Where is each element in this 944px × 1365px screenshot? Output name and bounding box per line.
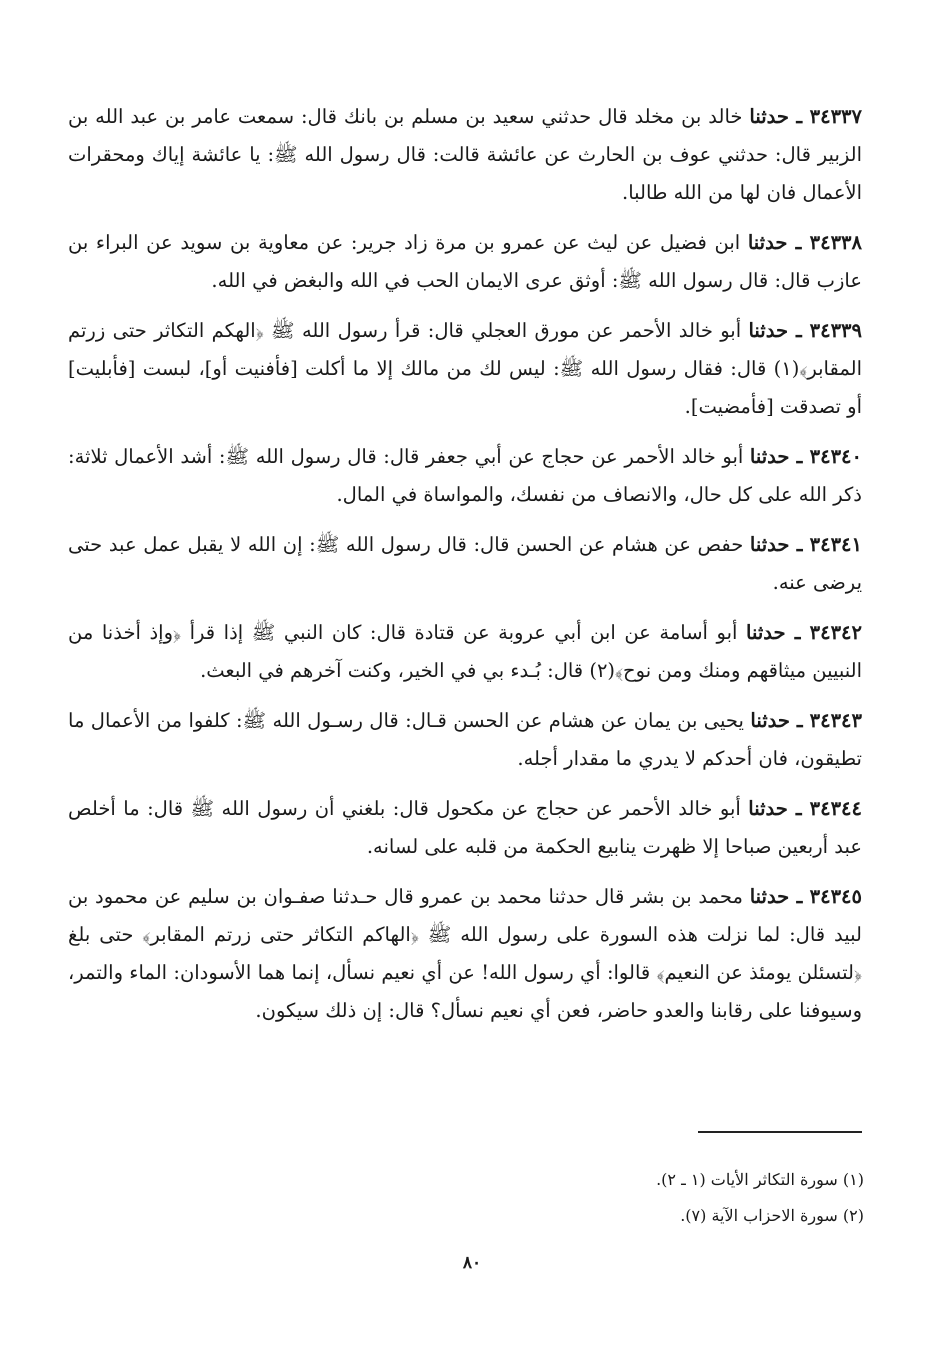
hadith-number: ٣٤٣٤٠ — [809, 445, 862, 468]
footnote-item: (٢) سورة الاحزاب الآية (٧). — [680, 1206, 864, 1225]
hadith-entry: ٣٤٣٣٨ ـ حدثنا ابن فضيل عن ليث عن عمرو بن مرة زاد جرير: عن معاوية بن سويد عن البراء بن عازب قال: قال رسول الله ﷺ: أوثق عرى الايمان الحب في الله والبغض في الله. — [68, 231, 862, 292]
hadith-lead: حدثنا — [749, 885, 790, 908]
hadith-list — [68, 98, 862, 1042]
hadith-text: أبو خالد الأحمر عن حجاج عن مكحول قال: بلغني أن رسول الله ﷺ قال: ما أخلص عبد أربعين صباحا إلا ظهرت ينابيع الحكمة من قلبه على لسانه. — [68, 797, 862, 858]
hadith-lead: حدثنا — [748, 319, 789, 342]
footnotes — [440, 1162, 864, 1234]
hadith-lead: حدثنا — [750, 709, 790, 732]
hadith-entry: ٣٤٣٤٤ ـ حدثنا أبو خالد الأحمر عن حجاج عن مكحول قال: بلغني أن رسول الله ﷺ قال: ما أخلص عبد أربعين صباحا إلا ظهرت ينابيع الحكمة من قلبه على لسانه. — [68, 797, 862, 858]
hadith-entry: ٣٤٣٣٧ ـ حدثنا خالد بن مخلد قال حدثني سعيد بن مسلم بن بانك قال: سمعت عامر بن عبد الله بن الزبير قال: حدثني عوف بن الحارث عن عائشة قالت: قال رسول الله ﷺ: يا عائشة إياك ومحقرات الأعمال فان لها من الله طالبا. — [68, 105, 863, 204]
hadith-number: ٣٤٣٤٤ — [809, 797, 862, 820]
hadith-text: يحيى بن يمان عن هشام عن الحسن قـال: قال رسـول الله ﷺ: كلفوا من الأعمال ما تطيقون، فان أحدكم لا يدري ما مقدار أجله. — [68, 709, 862, 770]
page-number: ٨٠ — [462, 1253, 482, 1273]
hadith-lead: حدثنا — [747, 231, 788, 254]
footnote-divider — [698, 1131, 862, 1133]
hadith-text: ابن فضيل عن ليث عن عمرو بن مرة زاد جرير: عن معاوية بن سويد عن البراء بن عازب قال: قال رسول الله ﷺ: أوثق عرى الايمان الحب في الله والبغض في الله. — [68, 231, 862, 292]
hadith-text: أبو خالد الأحمر عن حجاج عن أبي جعفر قال: قال رسول الله ﷺ: أشد الأعمال ثلاثة: ذكر الله على كل حال، والانصاف من نفسك، والمواساة في المال. — [68, 445, 862, 506]
hadith-text: حفص عن هشام عن الحسن قال: قال رسول الله ﷺ: إن الله لا يقبل عمل عبد حتى يرضى عنه. — [68, 533, 862, 594]
hadith-entry: ٣٤٣٤١ ـ حدثنا حفص عن هشام عن الحسن قال: قال رسول الله ﷺ: إن الله لا يقبل عمل عبد حتى يرضى عنه. — [68, 533, 863, 594]
hadith-entry: ٣٤٣٤٠ ـ حدثنا أبو خالد الأحمر عن حجاج عن أبي جعفر قال: قال رسول الله ﷺ: أشد الأعمال ثلاثة: ذكر الله على كل حال، والانصاف من نفسك، والمواساة في المال. — [68, 445, 862, 506]
hadith-lead: حدثنا — [748, 797, 788, 820]
hadith-text: أبو خالد الأحمر عن مورق العجلي قال: قرأ رسول الله ﷺ ﴿الهكم التكاثر حتى زرتم المقابر﴾(١) قال: فقال رسول الله ﷺ: ليس لك من مالك إلا ما أكلت [فأفنيت أو]، لبست [فأبليت] أو تصدقت [فأمضيت]. — [68, 319, 862, 418]
hadith-text: أبو أسامة عن ابن أبي عروبة عن قتادة قال: كان النبي ﷺ إذا قرأ ﴿وإذ أخذنا من النبيين ميثاقهم ومنك ومن نوح﴾(٢) قال: بُـدء بي في الخير، وكنت آخرهم في البعث. — [68, 621, 862, 682]
hadith-number: ٣٤٣٣٨ — [809, 231, 862, 254]
hadith-text: خالد بن مخلد قال حدثني سعيد بن مسلم بن بانك قال: سمعت عامر بن عبد الله بن الزبير قال: حدثني عوف بن الحارث عن عائشة قالت: قال رسول الله ﷺ: يا عائشة إياك ومحقرات الأعمال فان لها من الله طالبا. — [68, 105, 862, 204]
hadith-lead: حدثنا — [749, 533, 790, 556]
hadith-entry: ٣٤٣٤٢ ـ حدثنا أبو أسامة عن ابن أبي عروبة عن قتادة قال: كان النبي ﷺ إذا قرأ ﴿وإذ أخذنا من النبيين ميثاقهم ومنك ومن نوح﴾(٢) قال: بُـدء بي في الخير، وكنت آخرهم في البعث. — [68, 621, 862, 682]
hadith-number: ٣٤٣٤١ — [809, 533, 863, 556]
hadith-entry: ٣٤٣٣٩ ـ حدثنا أبو خالد الأحمر عن مورق العجلي قال: قرأ رسول الله ﷺ ﴿الهكم التكاثر حتى زرتم المقابر﴾(١) قال: فقال رسول الله ﷺ: ليس لك من مالك إلا ما أكلت [فأفنيت أو]، لبست [فأبليت] أو تصدقت [فأمضيت]. — [68, 319, 862, 418]
hadith-entry: ٣٤٣٤٣ ـ حدثنا يحيى بن يمان عن هشام عن الحسن قـال: قال رسـول الله ﷺ: كلفوا من الأعمال ما تطيقون، فان أحدكم لا يدري ما مقدار أجله. — [68, 709, 863, 770]
footnote-item: (١) سورة التكاثر الأيات (١ ـ ٢). — [656, 1170, 864, 1189]
hadith-number: ٣٤٣٤٣ — [809, 709, 863, 732]
hadith-entry: ٣٤٣٤٥ ـ حدثنا محمد بن بشر قال حدثنا محمد بن عمرو قال حـدثنا صفـوان بن سليم عن محمود بن لبيد قال: لما نزلت هذه السورة على رسول الله ﷺ ﴿الهاكم التكاثر حتى زرتم المقابر﴾ حتى بلغ ﴿لتسئلن يومئذ عن النعيم﴾ قالوا: أي رسول الله! عن أي نعيم نسأل، إنما هما الأسودان: الماء والتمر، وسيوفنا على رقابنا والعدو حاضر، فعن أي نعيم نسأل؟ قال: إن ذلك سيكون. — [68, 885, 863, 1022]
hadith-number: ٣٤٣٣٧ — [809, 105, 863, 128]
hadith-lead: حدثنا — [749, 445, 790, 468]
hadith-number: ٣٤٣٤٢ — [809, 621, 862, 644]
hadith-number: ٣٤٣٤٥ — [809, 885, 863, 908]
hadith-lead: حدثنا — [749, 105, 789, 128]
hadith-number: ٣٤٣٣٩ — [809, 319, 862, 342]
hadith-text: محمد بن بشر قال حدثنا محمد بن عمرو قال حـدثنا صفـوان بن سليم عن محمود بن لبيد قال: لما نزلت هذه السورة على رسول الله ﷺ ﴿الهاكم التكاثر حتى زرتم المقابر﴾ حتى بلغ ﴿لتسئلن يومئذ عن النعيم﴾ قالوا: أي رسول الله! عن أي نعيم نسأل، إنما هما الأسودان: الماء والتمر، وسيوفنا على رقابنا والعدو حاضر، فعن أي نعيم نسأل؟ قال: إن ذلك سيكون. — [68, 885, 862, 1022]
hadith-lead: حدثنا — [746, 621, 786, 644]
